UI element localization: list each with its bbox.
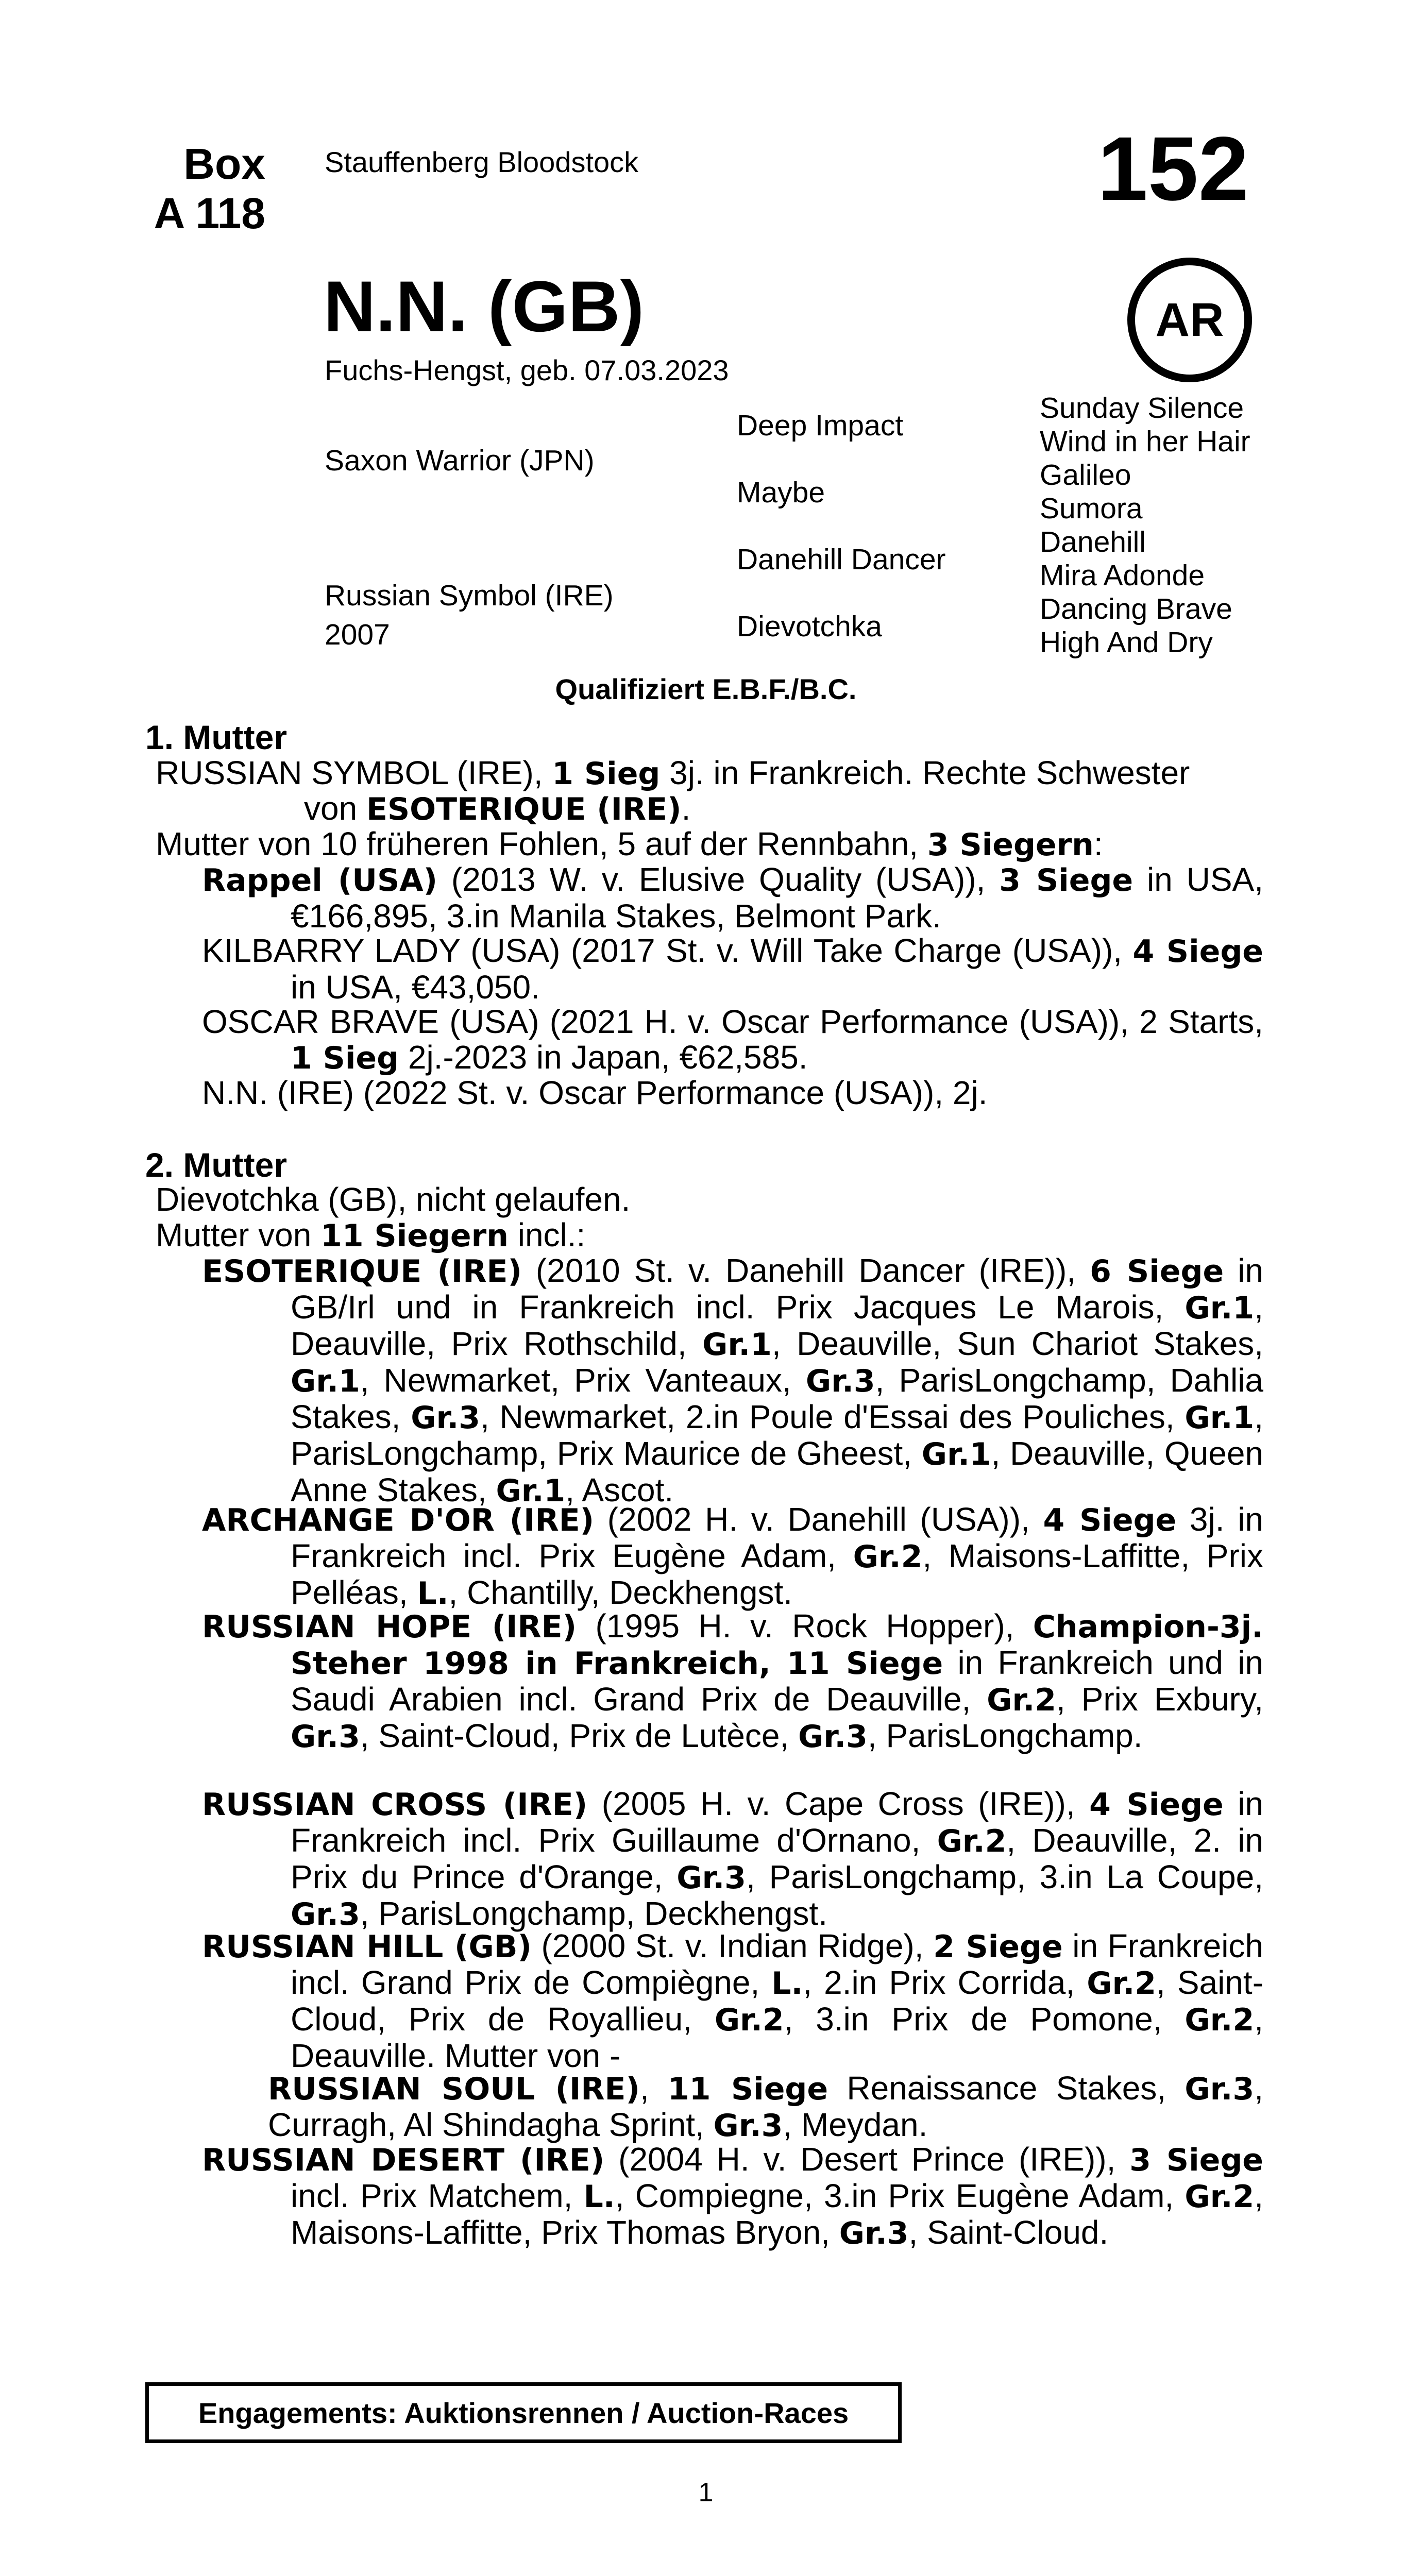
qualification: Qualifiziert E.B.F./B.C. (555, 673, 857, 705)
pedigree-grandparent: Danehill Dancer (737, 543, 946, 576)
produce-entry: OSCAR BRAVE (USA) (2021 H. v. Oscar Performance (USA)), 2 Starts, 1 Sieg 2j.-2023 in Japan, €62,585. (202, 1003, 1263, 1076)
horse-name: N.N. (GB) (324, 266, 645, 347)
box-label (147, 139, 265, 238)
produce-entry: Rappel (USA) (2013 W. v. Elusive Quality (USA)), 3 Siege in USA, €166,895, 3.in Manila Stakes, Belmont Park. (202, 861, 1264, 935)
first-dam-intro: RUSSIAN SYMBOL (IRE), 1 Sieg 3j. in Frankreich. Rechte Schwester (156, 754, 1190, 792)
produce-entry-cross: RUSSIAN CROSS (IRE) (2005 H. v. Cape Cross (IRE)), 4 Siege in Frankreich incl. Prix Guillaume d'Ornano, Gr.2, Deauville, 2. in Prix du Prince d'Orange, Gr.3, ParisLongchamp, 3.in La Coupe, Gr.3, ParisLongchamp, Deckhengst. (202, 1785, 1264, 1933)
pedigree-great-grandparent: Galileo (1040, 459, 1131, 492)
pedigree-great-grandparent: Danehill (1040, 526, 1146, 558)
pedigree-great-grandparent: Mira Adonde (1040, 559, 1205, 592)
produce-entry-hope: RUSSIAN HOPE (IRE) (1995 H. v. Rock Hopper), Champion-3j. Steher 1998 in Frankreich, 11 Siege in Frankreich und in Saudi Arabien incl. Grand Prix de Deauville, Gr.2, Prix Exbury, Gr.3, Saint-Cloud, Prix de Lutèce, Gr.3, ParisLongchamp. (202, 1607, 1264, 1755)
produce-entry: N.N. (IRE) (2022 St. v. Oscar Performance (USA)), 2j. (202, 1074, 988, 1111)
first-dam-intro-cont: von ESOTERIQUE (IRE). (304, 790, 691, 827)
engagements-text: Engagements: Auktionsrennen / Auction-Races (198, 2396, 849, 2429)
produce-entry-archange: ARCHANGE D'OR (IRE) (2002 H. v. Danehill (USA)), 4 Siege 3j. in Frankreich incl. Prix Eugène Adam, Gr.2, Maisons-Laffitte, Prix Pelléas, L., Chantilly, Deckhengst. (202, 1501, 1264, 1612)
lot-number: 152 (1097, 118, 1249, 219)
first-dam-produce: Mutter von 10 früheren Fohlen, 5 auf der Rennbahn, 3 Siegern: (156, 825, 1103, 863)
horse-description: Fuchs-Hengst, geb. 07.03.2023 (325, 354, 729, 386)
pedigree-sire: Saxon Warrior (JPN) (325, 444, 595, 477)
ar-badge-text: AR (1155, 293, 1224, 346)
second-dam-title: 2. Mutter (145, 1146, 287, 1184)
second-dam-line: Dievotchka (GB), nicht gelaufen. (156, 1181, 631, 1218)
pedigree-dam: Russian Symbol (IRE) (325, 579, 614, 612)
produce-entry-esoterique: ESOTERIQUE (IRE) (2010 St. v. Danehill Dancer (IRE)), 6 Siege in GB/Irl und in Frankreich incl. Prix Jacques Le Marois, Gr.1, Deauville, Prix Rothschild, Gr.1, Deauville, Sun Chariot Stakes, Gr.1, Newmarket, Prix Vanteaux, Gr.3, ParisLongchamp, Dahlia Stakes, Gr.3, Newmarket, 2.in Poule d'Essai des Pouliches, Gr.1, ParisLongchamp, Prix Maurice de Gheest, Gr.1, Deauville, Queen Anne Stakes, Gr.1, Ascot. (202, 1252, 1264, 1509)
page-number: 1 (698, 2478, 714, 2507)
first-dam-title: 1. Mutter (145, 718, 287, 756)
ar-badge (1127, 258, 1252, 382)
pedigree-great-grandparent: Sunday Silence (1040, 392, 1244, 425)
pedigree-great-grandparent: Sumora (1040, 492, 1143, 525)
produce-entry-soul: RUSSIAN SOUL (IRE), 11 Siege Renaissance Stakes, Gr.3, Curragh, Al Shindagha Sprint, Gr.3, Meydan. (268, 2070, 1263, 2144)
engagements-box (145, 2382, 902, 2443)
pedigree-great-grandparent: High And Dry (1040, 626, 1213, 659)
consignor: Stauffenberg Bloodstock (325, 146, 639, 178)
box-word: Box (183, 140, 265, 188)
box-number: A 118 (154, 189, 265, 238)
produce-entry-hill: RUSSIAN HILL (GB) (2000 St. v. Indian Ridge), 2 Siege in Frankreich incl. Grand Prix de Compiègne, L., 2.in Prix Corrida, Gr.2, Saint-Cloud, Prix de Royallieu, Gr.2, 3.in Prix de Pomone, Gr.2, Deauville. Mutter von - (202, 1927, 1264, 2074)
pedigree-dam-year: 2007 (325, 618, 390, 651)
pedigree-grandparent: Deep Impact (737, 409, 904, 442)
produce-entry-desert: RUSSIAN DESERT (IRE) (2004 H. v. Desert Prince (IRE)), 3 Siege incl. Prix Matchem, L., Compiegne, 3.in Prix Eugène Adam, Gr.2, Maisons-Laffitte, Prix Thomas Bryon, Gr.3, Saint-Cloud. (202, 2141, 1264, 2251)
pedigree-great-grandparent: Dancing Brave (1040, 592, 1232, 625)
pedigree-great-grandparent: Wind in her Hair (1040, 425, 1250, 458)
second-dam-produce: Mutter von 11 Siegern incl.: (156, 1216, 586, 1254)
pedigree-grandparent: Dievotchka (737, 610, 882, 643)
pedigree-grandparent: Maybe (737, 476, 825, 509)
produce-entry: KILBARRY LADY (USA) (2017 St. v. Will Take Charge (USA)), 4 Siege in USA, €43,050. (202, 932, 1263, 1006)
